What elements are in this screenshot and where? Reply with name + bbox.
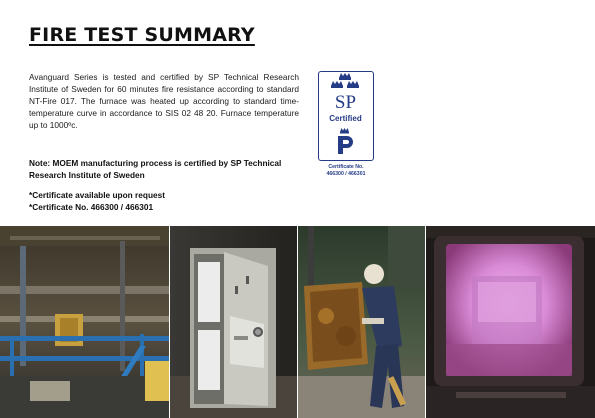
certificate-availability-line: *Certificate available upon request	[29, 190, 166, 200]
safe-photo	[170, 226, 297, 418]
sp-certified-logo	[318, 71, 374, 161]
certificate-caption-line2: 466300 / 466301	[326, 170, 366, 177]
crowns-icon	[331, 73, 359, 88]
p-mark-icon	[338, 128, 353, 154]
test-description-paragraph: Avanguard Series is tested and certified by SP Technical Research Institute of Sweden for 60 minutes fire resistance according to standard NT-Fire 017. The furnace was heated up according to standard time-temperature curve in accordance to SIS 02 48 20. Furnace temperature up to 1000ºc.	[29, 72, 299, 130]
photo-strip	[0, 226, 595, 418]
certified-label: Certified	[329, 114, 362, 123]
certificate-info	[29, 190, 165, 213]
certificate-number-line: *Certificate No. 466300 / 466301	[29, 201, 154, 212]
sp-letters: SP	[334, 92, 357, 113]
manufacturing-note: Note: MOEM manufacturing process is certified by SP Technical Research Institute of Sweden	[29, 158, 282, 180]
worker-photo	[298, 226, 425, 418]
factory-photo	[0, 226, 169, 418]
furnace-photo	[426, 226, 595, 418]
certificate-caption-line1: Certificate No.	[328, 164, 364, 170]
certificate-caption	[318, 164, 374, 177]
page-title: FIRE TEST SUMMARY	[29, 24, 255, 46]
